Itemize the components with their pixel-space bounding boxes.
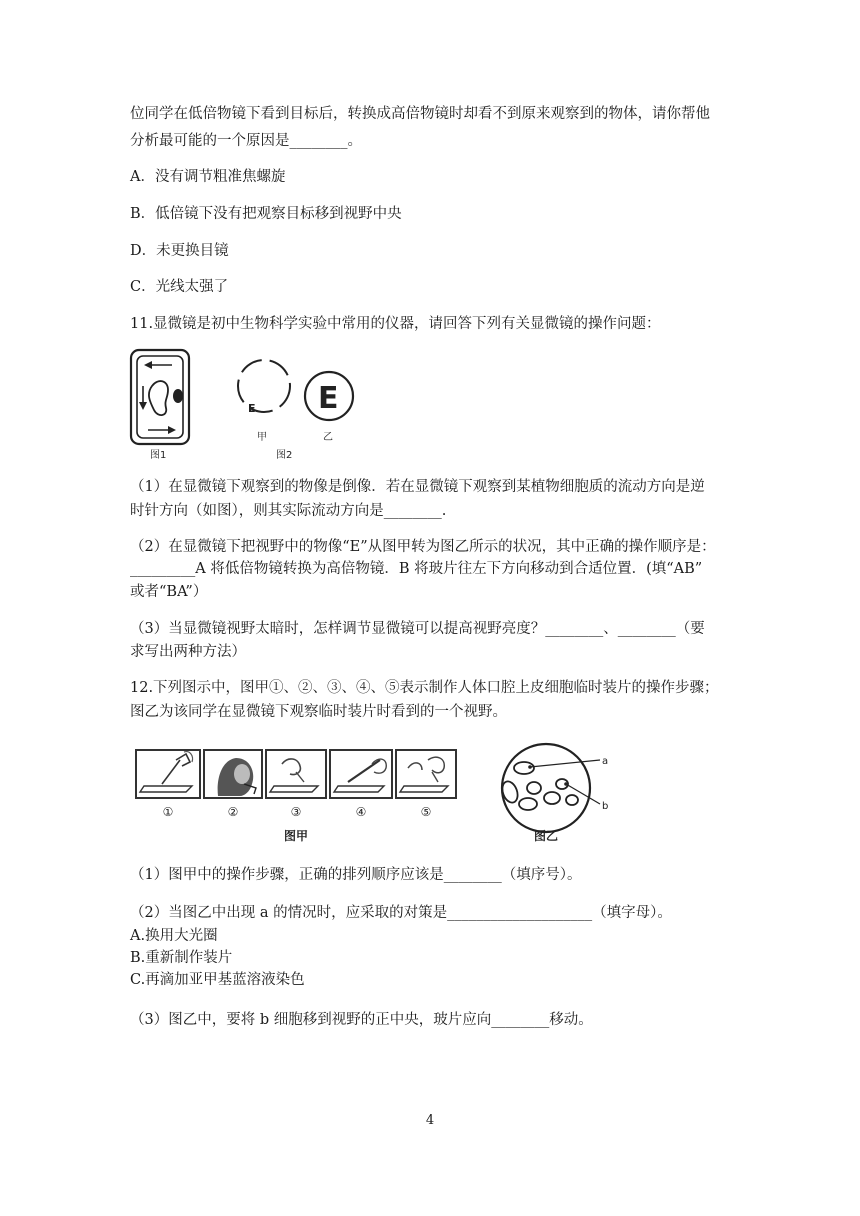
step-label-2: ②: [227, 805, 239, 819]
jia-label: 甲: [257, 432, 267, 443]
q11-figure: [128, 348, 368, 463]
q11-stem: 11.显微镜是初中生物科学实验中常用的仪器，请回答下列有关显微镜的操作问题：: [130, 316, 661, 332]
q10-option-c: C．光线太强了: [130, 279, 229, 295]
step-label-3: ③: [290, 805, 302, 819]
q12-part2: （2）当图乙中出现 a 的情况时，应采取的对策是____________________（填字母）。: [130, 905, 672, 921]
fig2-label: 图2: [276, 450, 293, 461]
cell-flow-figure: [131, 350, 189, 444]
yi-label: 乙: [323, 432, 333, 443]
q11-part3-line-1: （3）当显微镜视野太暗时，怎样调节显微镜可以提高视野亮度？________、________（要: [130, 621, 705, 637]
step-panel-2: [204, 750, 262, 798]
q11-part3-line-2: 求写出两种方法）: [130, 644, 246, 660]
label-b: b: [602, 801, 609, 812]
q12-stem-line-2: 图乙为该同学在显微镜下观察临时装片时看到的一个视野。: [130, 704, 507, 720]
q11-part1-line-1: （1）在显微镜下观察到的物像是倒像．若在显微镜下观察到某植物细胞质的流动方向是逆: [130, 479, 705, 495]
q12-option-b: B.重新制作装片: [130, 950, 233, 966]
q11-part1-line-2: 时针方向（如图），则其实际流动方向是________.: [130, 503, 447, 519]
step-panel-4: [330, 750, 392, 798]
fig1-label: 图1: [150, 450, 167, 461]
label-a: a: [602, 756, 609, 767]
q10-option-d: D．未更换目镜: [130, 243, 229, 259]
q12-part1: （1）图甲中的操作步骤，正确的排列顺序应该是________（填序号）。: [130, 867, 582, 883]
q12-option-a: A.换用大光圈: [130, 928, 218, 944]
fig-yi-caption: 图乙: [533, 829, 559, 843]
q10-line-2: 分析最可能的一个原因是________。: [130, 133, 362, 149]
step-panel-3: [266, 750, 326, 798]
step-panel-1: [136, 750, 200, 798]
step-label-1: ①: [162, 805, 174, 819]
q11-part2-line-1: （2）在显微镜下把视野中的物像“E”从图甲转为图乙所示的状况，其中正确的操作顺序是：: [130, 539, 716, 555]
step-label-4: ④: [355, 805, 367, 819]
q12-part3: （3）图乙中，要将 b 细胞移到视野的正中央，玻片应向________移动。: [130, 1012, 593, 1028]
step-label-5: ⑤: [420, 805, 432, 819]
q11-part2-line-3: 或者“BA”）: [130, 584, 208, 600]
q10-line-1: 位同学在低倍物镜下看到目标后，转换成高倍物镜时却看不到原来观察到的物体，请你帮他: [130, 106, 710, 122]
q12-option-c: C.再滴加亚甲基蓝溶液染色: [130, 972, 305, 988]
q10-option-a: A．没有调节粗准焦螺旋: [130, 169, 286, 185]
page-number: 4: [425, 1113, 435, 1128]
small-e-letter: E: [248, 402, 256, 415]
big-e-letter: E: [318, 381, 339, 416]
q12-stem-line-1: 12.下列图示中，图甲①、②、③、④、⑤表示制作人体口腔上皮细胞临时装片的操作步骤；: [130, 680, 719, 696]
field-jia: [238, 360, 290, 412]
q10-option-b: B．低倍镜下没有把观察目标移到视野中央: [130, 206, 402, 222]
fig-jia-caption: 图甲: [283, 829, 309, 843]
step-panel-5: [396, 750, 456, 798]
microscope-field-figure: [500, 744, 600, 832]
q11-part2-line-2: _________A 将低倍物镜转换为高倍物镜．B 将玻片往左下方向移动到合适位置．(填“AB”: [130, 561, 703, 577]
q12-figure: [132, 742, 612, 852]
